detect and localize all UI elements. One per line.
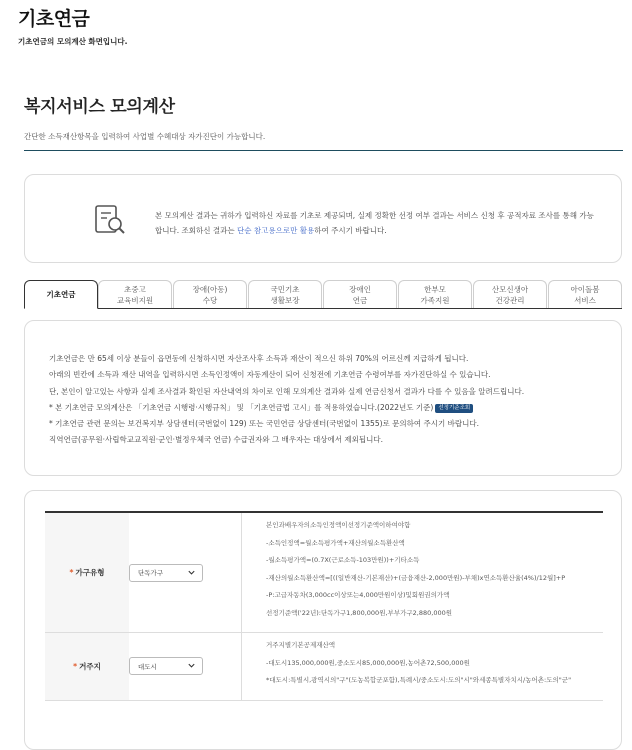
row-label-text: 거주지 xyxy=(79,661,101,671)
row-detail xyxy=(241,513,603,632)
row-label-text: 가구유형 xyxy=(75,568,105,577)
app-header xyxy=(18,4,128,47)
detail-line: -재산의월소득환산액=[((일반재산-기본재산)+(금융재산-2,000만원)-부채)x연소득환산율(4%)/12월]+P xyxy=(266,573,566,582)
tab-disability-allowance[interactable]: 장애(아동) 수당 xyxy=(173,280,247,308)
info-line: 단, 본인이 알고있는 사항과 실제 조사결과 확인된 자산내역의 차이로 인해 모의계산 결과와 실제 연금신청서 결과가 다를 수 있음을 알려드립니다. xyxy=(49,386,525,396)
info-line: * 기초연금 관련 문의는 보건복지부 상담센터(국번없이 129) 또는 국민연금 상담센터(국번없이 1355)로 문의하여 주시기 바랍니다. xyxy=(49,419,479,429)
tab-school-education[interactable]: 초중고 교육비지원 xyxy=(98,280,172,308)
row-label xyxy=(45,633,129,700)
chevron-down-icon xyxy=(187,661,196,670)
notice-text xyxy=(155,208,595,238)
detail-line: -소득인정액=월소득평가액+재산의월소득환산액 xyxy=(266,538,405,547)
household-type-select[interactable] xyxy=(129,564,203,582)
tab-single-parent[interactable]: 한부모 가족지원 xyxy=(398,280,472,308)
row-label xyxy=(45,513,129,632)
criteria-lookup-badge[interactable]: 선정기준조회 xyxy=(435,404,473,413)
detail-line: -월소득평가액=(0.7X(근로소득-103만원))+기타소득 xyxy=(266,556,420,564)
select-cell xyxy=(129,513,241,632)
tab-child-care[interactable]: 아이돌봄 서비스 xyxy=(548,280,622,308)
residence-select[interactable] xyxy=(129,657,203,675)
detail-line: *대도시:특별시,광역시의"구"(도농복합군포함),특례시/중소도시:도의"시"와세종특별자치시/농어촌:도의"군" xyxy=(266,676,572,684)
tab-disability-pension[interactable]: 장애인 연금 xyxy=(323,280,397,308)
form-row-residence xyxy=(45,633,603,701)
service-tabs xyxy=(24,280,622,309)
info-line: 아래의 빈칸에 소득과 재산 내역을 입력하시면 소득인정액이 자동계산이 되어 신청전에 기초연금 수령여부를 자가진단하실 수 있습니다. xyxy=(49,370,491,380)
info-box xyxy=(24,320,622,476)
page-title: 복지서비스 모의계산 xyxy=(24,97,175,117)
info-line: 기초연금은 만 65세 이상 분들이 읍면동에 신청하시면 자산조사후 소득과 재산이 적으신 하위 70%의 어르신께 지급하게 됩니다. xyxy=(49,354,469,363)
detail-line: 거주지별기본공제재산액 xyxy=(266,641,336,649)
select-value: 대도시 xyxy=(138,662,157,671)
page-description: 간단한 소득재산항목을 입력하여 사업별 수혜대상 자가진단이 가능합니다. xyxy=(24,132,266,141)
row-detail xyxy=(241,633,603,700)
required-mark: * xyxy=(69,568,74,577)
form-row-household xyxy=(45,513,603,633)
required-mark: * xyxy=(73,661,78,671)
detail-line: -대도시135,000,000원,중소도시85,000,000원,농어촌72,500,000원 xyxy=(266,658,470,667)
notice-text-part1: 본 모의계산 결과는 귀하가 입력하신 자료를 기초로 제공되며, 실제 정확한 선정 여부 결과는 서비스 신청 후 공적자료 조사를 통해 가능합니다. 조회하신 결과는 xyxy=(155,211,594,235)
document-search-icon xyxy=(93,203,127,237)
app-subtitle: 기초연금의 모의계산 화면입니다. xyxy=(18,37,128,46)
detail-line: -P:고급자동차(3,000cc이상또는4,000만원이상)및회원권의가액 xyxy=(266,591,450,599)
notice-link[interactable]: 단순 참고용으로만 활용 xyxy=(237,226,315,235)
tab-basic-pension[interactable]: 기초연금 xyxy=(24,280,98,309)
notice-box xyxy=(24,174,622,263)
info-line-text: * 본 기초연금 모의계산은 「기초연금 시행령·시행규칙」 및 「기초연금법 고시」를 적용하였습니다.(2022년도 기준) xyxy=(49,402,434,412)
tab-maternal-care[interactable]: 산모신생아 건강관리 xyxy=(473,280,547,308)
select-value: 단독가구 xyxy=(138,569,164,577)
chevron-down-icon xyxy=(187,568,196,577)
info-line: 직역연금(공무원·사립학교교직원·군인·별정우체국 연금) 수급권자와 그 배우자는 대상에서 제외됩니다. xyxy=(49,435,383,445)
info-line-with-badge xyxy=(49,400,609,416)
tab-basic-livelihood[interactable]: 국민기초 생활보장 xyxy=(248,280,322,308)
title-divider xyxy=(24,150,623,151)
detail-line: 선정기준액('22년):단독가구1,800,000원,부부가구2,880,000원 xyxy=(266,608,453,617)
form-box xyxy=(24,490,622,750)
detail-line: 본인과배우자의소득인정액이선정기준액이하여야함 xyxy=(266,521,411,529)
form-table xyxy=(45,511,603,701)
select-cell xyxy=(129,633,241,700)
notice-text-part2: 하여 주시기 바랍니다. xyxy=(314,226,387,235)
app-title: 기초연금 xyxy=(18,8,90,30)
